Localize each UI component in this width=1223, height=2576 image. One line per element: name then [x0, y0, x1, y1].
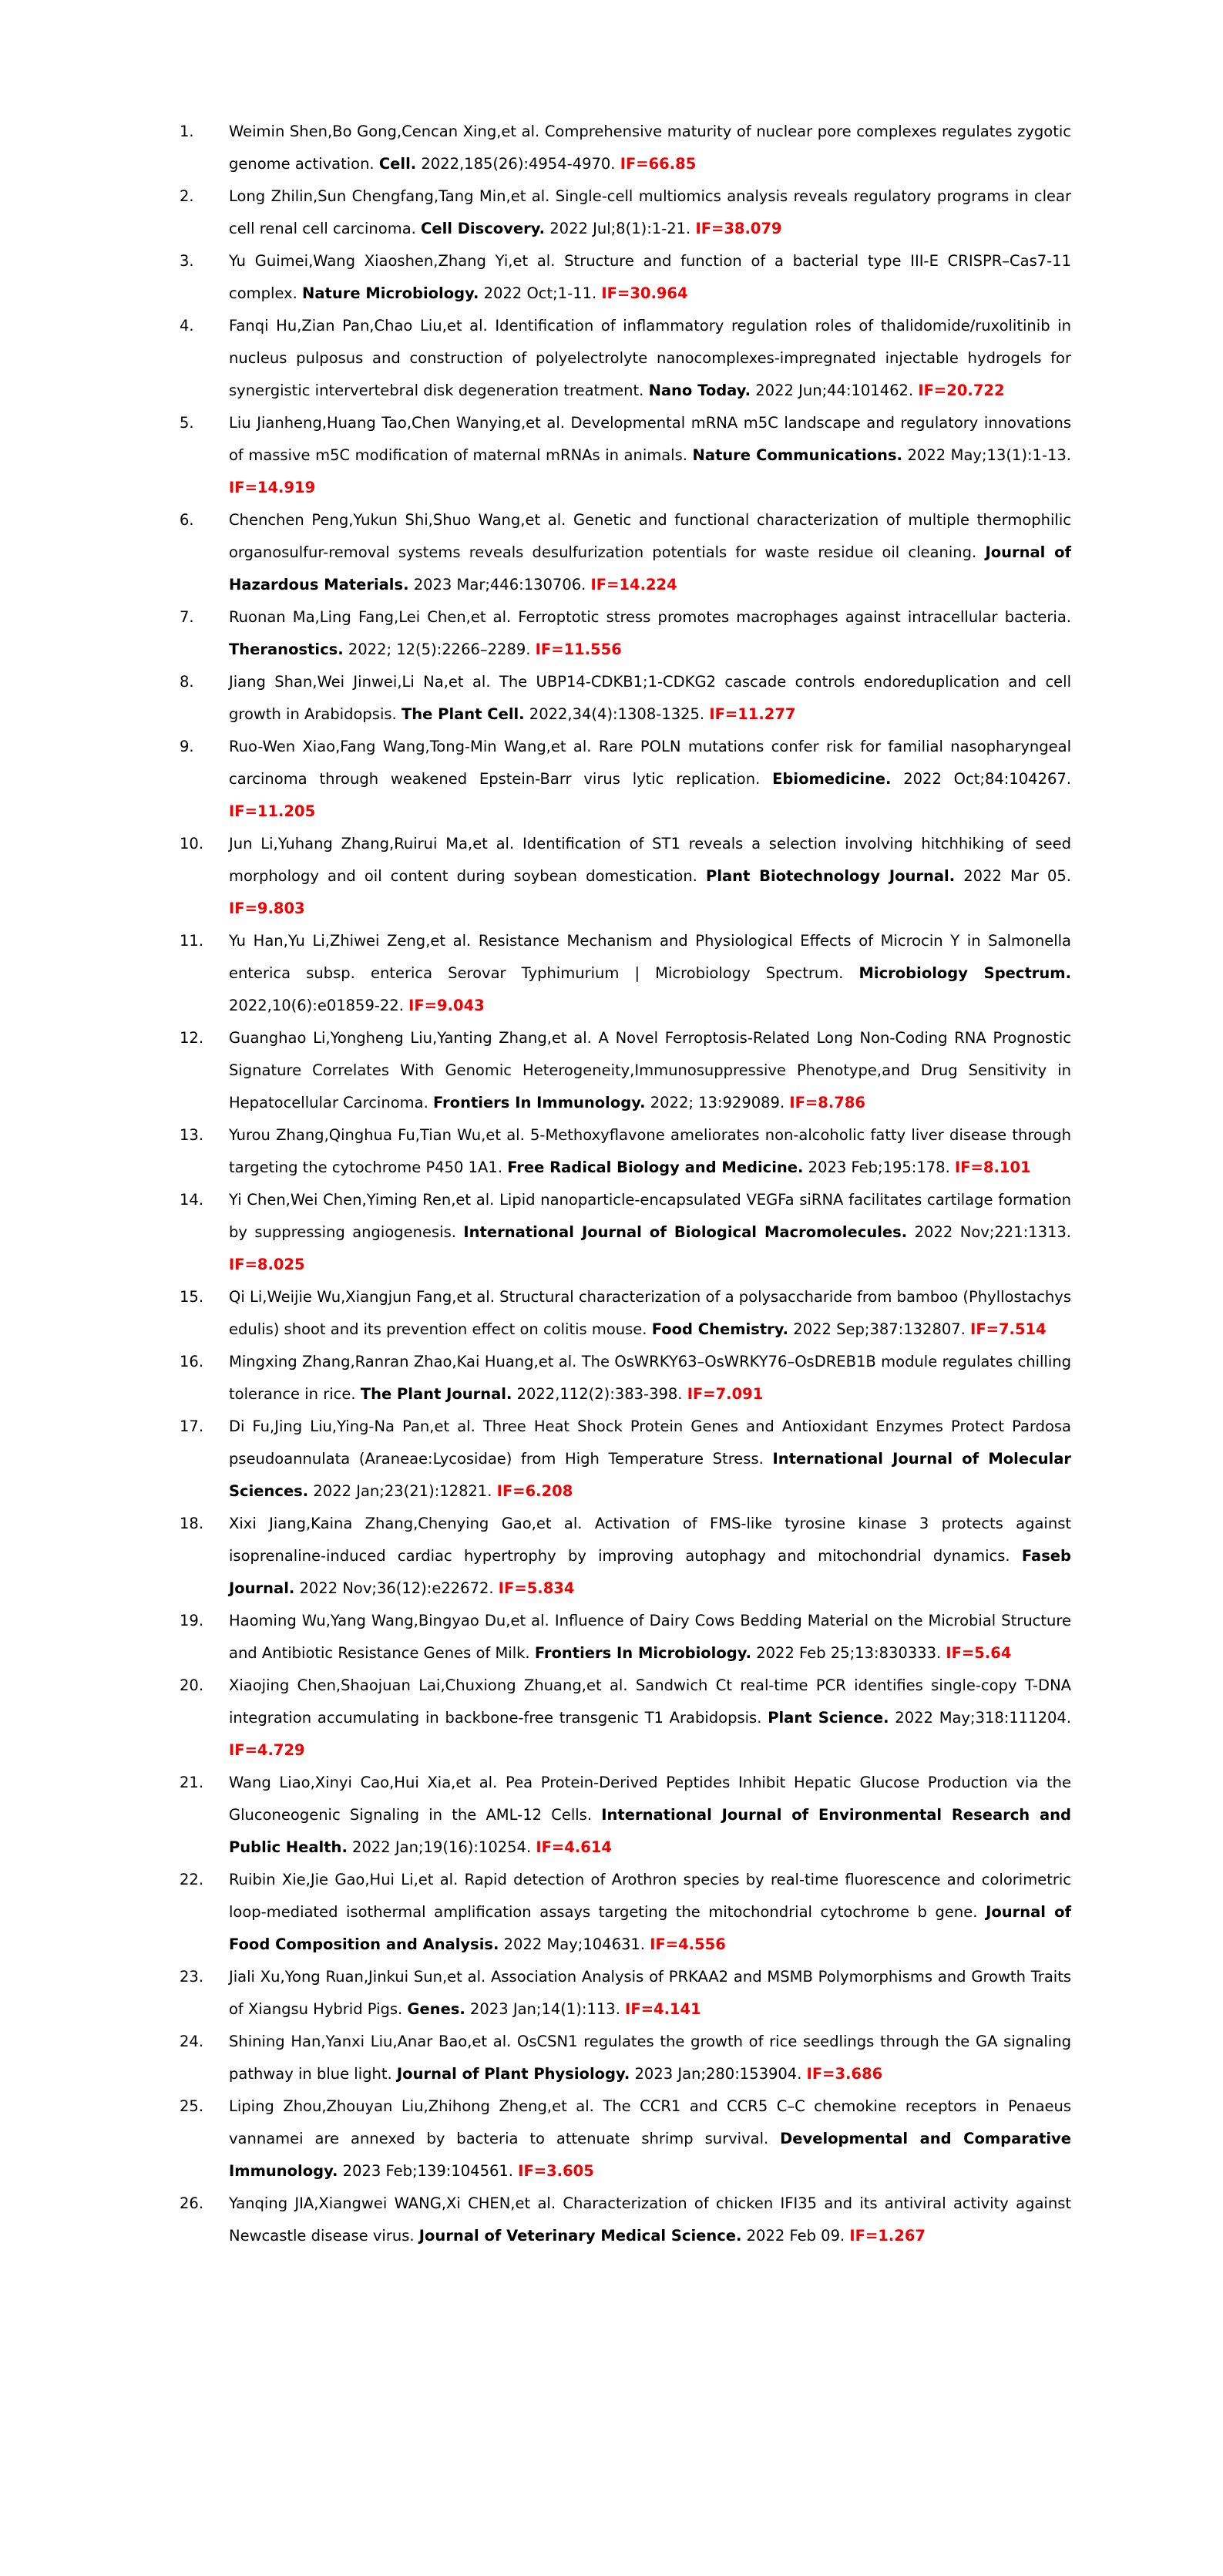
- reference-text: [229, 1281, 1071, 1346]
- journal-name: Food Chemistry.: [651, 1320, 789, 1338]
- impact-factor: IF=9.803: [229, 900, 305, 917]
- reference-item: [180, 116, 1071, 180]
- publication-info: 2022 May;318:111204.: [889, 1709, 1072, 1727]
- reference-item: [180, 1670, 1071, 1767]
- reference-item: [180, 1411, 1071, 1508]
- reference-item: [180, 180, 1071, 245]
- reference-number: 25.: [180, 2097, 204, 2115]
- reference-number: 19.: [180, 1612, 204, 1629]
- journal-name: Nature Microbiology.: [302, 284, 479, 302]
- reference-item: [180, 1961, 1071, 2026]
- publication-list: [180, 116, 1071, 2252]
- citation-text: Liping Zhou,Zhouyan Liu,Zhihong Zheng,et al. The CCR1 and CCR5 C–C chemokine receptors in Penaeus vannamei are annexed by bacteria to attenuate shrimp survival.: [229, 2097, 1071, 2147]
- publication-info: 2023 Feb;195:178.: [803, 1159, 955, 1176]
- impact-factor: IF=3.605: [518, 2162, 594, 2180]
- impact-factor: IF=14.919: [229, 479, 316, 496]
- reference-item: [180, 925, 1071, 1022]
- citation-text: Liu Jianheng,Huang Tao,Chen Wanying,et al. Developmental mRNA m5C landscape and regulatory innovations of massive m5C modification of maternal mRNAs in animals.: [229, 414, 1071, 464]
- reference-number: 9.: [180, 738, 194, 755]
- publication-info: 2022 May;13(1):1-13.: [902, 446, 1072, 464]
- reference-number: 10.: [180, 835, 204, 853]
- journal-name: Nature Communications.: [692, 446, 902, 464]
- reference-item: [180, 1281, 1071, 1346]
- reference-item: [180, 1767, 1071, 1864]
- reference-text: [229, 1346, 1071, 1411]
- journal-name: Microbiology Spectrum.: [858, 964, 1071, 982]
- citation-text: Chenchen Peng,Yukun Shi,Shuo Wang,et al. Genetic and functional characterization of multiple thermophilic organosulfur-removal systems reveals desulfurization potentials for waste residue oil cleaning.: [229, 511, 1071, 561]
- citation-text: Fanqi Hu,Zian Pan,Chao Liu,et al. Identification of inflammatory regulation roles of thalidomide/ruxolitinib in nucleus pulposus and construction of polyelectrolyte nanocomplexes-impregnated injectable hydrogels for synergistic intervertebral disk degeneration treatment.: [229, 317, 1071, 399]
- impact-factor: IF=5.64: [946, 1644, 1012, 1662]
- citation-text: Xiaojing Chen,Shaojuan Lai,Chuxiong Zhuang,et al. Sandwich Ct real-time PCR identifies single-copy T-DNA integration accumulating in backbone-free transgenic T1 Arabidopsis.: [229, 1676, 1071, 1727]
- reference-text: [229, 2188, 1071, 2252]
- citation-text: Ruibin Xie,Jie Gao,Hui Li,et al. Rapid detection of Arothron species by real-time fluorescence and colorimetric loop-mediated isothermal amplification assays targeting the mitochondrial cytochrome b gene.: [229, 1871, 1071, 1921]
- citation-text: Ruo-Wen Xiao,Fang Wang,Tong-Min Wang,et al. Rare POLN mutations confer risk for familial nasopharyngeal carcinoma through weakened Epstein-Barr virus lytic replication.: [229, 738, 1071, 788]
- impact-factor: IF=7.091: [687, 1385, 764, 1403]
- publication-info: 2022 Sep;387:132807.: [788, 1320, 971, 1338]
- publication-info: 2022 Feb 09.: [741, 2227, 850, 2245]
- reference-number: 13.: [180, 1126, 204, 1144]
- reference-number: 26.: [180, 2194, 204, 2212]
- journal-name: International Journal of Molecular Sciences.: [229, 1450, 1071, 1500]
- impact-factor: IF=5.834: [498, 1579, 575, 1597]
- reference-text: [229, 1022, 1071, 1119]
- impact-factor: IF=30.964: [601, 284, 688, 302]
- publication-info: 2023 Jan;14(1):113.: [465, 2000, 626, 2018]
- journal-name: Journal of Food Composition and Analysis.: [229, 1903, 1072, 1953]
- impact-factor: IF=11.205: [229, 802, 316, 820]
- impact-factor: IF=11.277: [709, 705, 796, 723]
- journal-name: Plant Biotechnology Journal.: [706, 867, 956, 885]
- reference-number: 6.: [180, 511, 194, 529]
- impact-factor: IF=8.786: [789, 1094, 865, 1111]
- reference-number: 7.: [180, 608, 194, 626]
- publication-info: 2022,10(6):e01859-22.: [229, 997, 409, 1014]
- reference-text: [229, 828, 1071, 925]
- journal-name: Journal of Veterinary Medical Science.: [418, 2227, 742, 2245]
- citation-text: Wang Liao,Xinyi Cao,Hui Xia,et al. Pea Protein-Derived Peptides Inhibit Hepatic Glucose Production via the Gluconeogenic Signaling in the AML-12 Cells.: [229, 1774, 1071, 1824]
- publication-info: 2022 Feb 25;13:830333.: [751, 1644, 946, 1662]
- publication-info: 2022 Oct;84:104267.: [891, 770, 1071, 788]
- reference-text: [229, 1605, 1071, 1670]
- impact-factor: IF=9.043: [408, 997, 485, 1014]
- citation-text: Weimin Shen,Bo Gong,Cencan Xing,et al. Comprehensive maturity of nuclear pore complexes regulates zygotic genome activation.: [229, 123, 1071, 173]
- reference-item: [180, 1022, 1071, 1119]
- journal-name: Journal of Plant Physiology.: [396, 2065, 630, 2083]
- reference-text: [229, 731, 1071, 828]
- reference-text: [229, 310, 1071, 407]
- journal-name: Ebiomedicine.: [772, 770, 892, 788]
- publication-info: 2022 May;104631.: [499, 1935, 650, 1953]
- reference-text: [229, 1767, 1071, 1864]
- reference-number: 20.: [180, 1676, 204, 1694]
- reference-text: [229, 1670, 1071, 1767]
- reference-number: 15.: [180, 1288, 204, 1306]
- reference-text: [229, 601, 1071, 666]
- reference-item: [180, 1184, 1071, 1281]
- journal-name: Cell.: [378, 155, 417, 173]
- publication-info: 2022,34(4):1308-1325.: [524, 705, 710, 723]
- citation-text: Yanqing JIA,Xiangwei WANG,Xi CHEN,et al. Characterization of chicken IFI35 and its antiviral activity against Newcastle disease virus.: [229, 2194, 1071, 2245]
- publication-info: 2022; 12(5):2266–2289.: [343, 641, 536, 658]
- impact-factor: IF=14.224: [590, 576, 677, 594]
- reference-item: [180, 1508, 1071, 1605]
- reference-number: 2.: [180, 187, 194, 205]
- citation-text: Yu Guimei,Wang Xiaoshen,Zhang Yi,et al. Structure and function of a bacterial type III-E CRISPR–Cas7-11 complex.: [229, 252, 1071, 302]
- citation-text: Xixi Jiang,Kaina Zhang,Chenying Gao,et al. Activation of FMS-like tyrosine kinase 3 protects against isoprenaline-induced cardiac hypertrophy by improving autophagy and mitochondrial dynamics.: [229, 1515, 1071, 1565]
- impact-factor: IF=1.267: [849, 2227, 926, 2245]
- reference-number: 11.: [180, 932, 204, 950]
- reference-text: [229, 1961, 1071, 2026]
- impact-factor: IF=11.556: [535, 641, 622, 658]
- reference-text: [229, 116, 1071, 180]
- reference-item: [180, 666, 1071, 731]
- citation-text: Yurou Zhang,Qinghua Fu,Tian Wu,et al. 5-Methoxyflavone ameliorates non-alcoholic fatty liver disease through targeting the cytochrome P450 1A1.: [229, 1126, 1071, 1176]
- citation-text: Haoming Wu,Yang Wang,Bingyao Du,et al. Influence of Dairy Cows Bedding Material on the Microbial Structure and Antibiotic Resistance Genes of Milk.: [229, 1612, 1071, 1662]
- reference-item: [180, 1605, 1071, 1670]
- publication-info: 2022,112(2):383-398.: [512, 1385, 687, 1403]
- reference-text: [229, 1119, 1071, 1184]
- reference-text: [229, 180, 1071, 245]
- reference-number: 14.: [180, 1191, 204, 1209]
- citation-text: Ruonan Ma,Ling Fang,Lei Chen,et al. Ferroptotic stress promotes macrophages against intracellular bacteria.: [229, 608, 1071, 626]
- impact-factor: IF=7.514: [970, 1320, 1047, 1338]
- impact-factor: IF=8.101: [954, 1159, 1031, 1176]
- publication-info: 2022 Mar 05.: [955, 867, 1071, 885]
- citation-text: Long Zhilin,Sun Chengfang,Tang Min,et al. Single-cell multiomics analysis reveals regulatory programs in clear cell renal cell carcinoma.: [229, 187, 1071, 237]
- reference-number: 8.: [180, 673, 194, 691]
- citation-text: Yi Chen,Wei Chen,Yiming Ren,et al. Lipid nanoparticle-encapsulated VEGFa siRNA facilitates cartilage formation by suppressing angiogenesis.: [229, 1191, 1071, 1241]
- citation-text: Guanghao Li,Yongheng Liu,Yanting Zhang,et al. A Novel Ferroptosis-Related Long Non-Coding RNA Prognostic Signature Correlates With Genomic Heterogeneity,Immunosuppressive Phenotype,and Drug Sensitivity in Hepatocellular Carcinoma.: [229, 1029, 1071, 1111]
- journal-name: Genes.: [407, 2000, 465, 2018]
- reference-number: 1.: [180, 123, 194, 140]
- publication-info: 2022; 13:929089.: [645, 1094, 790, 1111]
- journal-name: Free Radical Biology and Medicine.: [507, 1159, 804, 1176]
- journal-name: International Journal of Environmental Research and Public Health.: [229, 1806, 1072, 1856]
- journal-name: Frontiers In Microbiology.: [534, 1644, 752, 1662]
- impact-factor: IF=66.85: [620, 155, 697, 173]
- reference-text: [229, 1184, 1071, 1281]
- reference-item: [180, 731, 1071, 828]
- journal-name: Theranostics.: [229, 641, 344, 658]
- reference-item: [180, 2188, 1071, 2252]
- reference-number: 17.: [180, 1417, 204, 1435]
- reference-item: [180, 2090, 1071, 2188]
- impact-factor: IF=4.614: [536, 1838, 612, 1856]
- impact-factor: IF=4.729: [229, 1741, 305, 1759]
- publication-info: 2023 Feb;139:104561.: [338, 2162, 519, 2180]
- publication-info: 2022 Jan;19(16):10254.: [347, 1838, 536, 1856]
- journal-name: Frontiers In Immunology.: [432, 1094, 646, 1111]
- reference-text: [229, 2090, 1071, 2188]
- journal-name: The Plant Journal.: [360, 1385, 512, 1403]
- citation-text: Shining Han,Yanxi Liu,Anar Bao,et al. OsCSN1 regulates the growth of rice seedlings through the GA signaling pathway in blue light.: [229, 2033, 1071, 2083]
- publication-info: 2022 Jul;8(1):1-21.: [545, 220, 696, 237]
- citation-text: Di Fu,Jing Liu,Ying-Na Pan,et al. Three Heat Shock Protein Genes and Antioxidant Enzymes Protect Pardosa pseudoannulata (Araneae:Lycosidae) from High Temperature Stress.: [229, 1417, 1071, 1468]
- reference-item: [180, 245, 1071, 310]
- reference-text: [229, 666, 1071, 731]
- reference-text: [229, 2026, 1071, 2090]
- journal-name: Journal of Hazardous Materials.: [229, 543, 1071, 594]
- reference-item: [180, 1346, 1071, 1411]
- citation-text: Jiali Xu,Yong Ruan,Jinkui Sun,et al. Association Analysis of PRKAA2 and MSMB Polymorphisms and Growth Traits of Xiangsu Hybrid Pigs.: [229, 1968, 1071, 2018]
- citation-text: Mingxing Zhang,Ranran Zhao,Kai Huang,et al. The OsWRKY63–OsWRKY76–OsDREB1B module regulates chilling tolerance in rice.: [229, 1353, 1071, 1403]
- impact-factor: IF=6.208: [496, 1482, 573, 1500]
- reference-text: [229, 407, 1071, 504]
- impact-factor: IF=38.079: [695, 220, 782, 237]
- reference-number: 12.: [180, 1029, 204, 1047]
- reference-number: 18.: [180, 1515, 204, 1532]
- reference-number: 3.: [180, 252, 194, 270]
- reference-text: [229, 925, 1071, 1022]
- publication-info: 2023 Jan;280:153904.: [630, 2065, 807, 2083]
- journal-name: Cell Discovery.: [421, 220, 546, 237]
- journal-name: Nano Today.: [648, 382, 751, 399]
- reference-item: [180, 601, 1071, 666]
- reference-text: [229, 504, 1071, 601]
- journal-name: International Journal of Biological Macromolecules.: [463, 1223, 908, 1241]
- impact-factor: IF=4.556: [650, 1935, 726, 1953]
- reference-item: [180, 828, 1071, 925]
- journal-name: Developmental and Comparative Immunology.: [229, 2130, 1071, 2180]
- publication-info: 2022,185(26):4954-4970.: [416, 155, 620, 173]
- impact-factor: IF=20.722: [918, 382, 1005, 399]
- citation-text: Yu Han,Yu Li,Zhiwei Zeng,et al. Resistance Mechanism and Physiological Effects of Microcin Y in Salmonella enterica subsp. enterica Serovar Typhimurium | Microbiology Spectrum.: [229, 932, 1071, 982]
- publication-info: 2022 Oct;1-11.: [479, 284, 602, 302]
- reference-text: [229, 1411, 1071, 1508]
- reference-text: [229, 1864, 1071, 1961]
- reference-text: [229, 1508, 1071, 1605]
- journal-name: Faseb Journal.: [229, 1547, 1071, 1597]
- publication-info: 2022 Jun;44:101462.: [751, 382, 919, 399]
- publication-info: 2022 Nov;36(12):e22672.: [294, 1579, 499, 1597]
- reference-number: 5.: [180, 414, 194, 432]
- citation-text: Jiang Shan,Wei Jinwei,Li Na,et al. The UBP14-CDKB1;1-CDKG2 cascade controls endoreduplication and cell growth in Arabidopsis.: [229, 673, 1071, 723]
- reference-number: 4.: [180, 317, 194, 335]
- impact-factor: IF=3.686: [806, 2065, 883, 2083]
- journal-name: Plant Science.: [768, 1709, 889, 1727]
- impact-factor: IF=8.025: [229, 1256, 305, 1273]
- reference-item: [180, 407, 1071, 504]
- reference-number: 24.: [180, 2033, 204, 2050]
- reference-item: [180, 2026, 1071, 2090]
- impact-factor: IF=4.141: [625, 2000, 701, 2018]
- reference-item: [180, 1119, 1071, 1184]
- publication-info: 2023 Mar;446:130706.: [408, 576, 591, 594]
- reference-item: [180, 310, 1071, 407]
- reference-item: [180, 1864, 1071, 1961]
- reference-text: [229, 245, 1071, 310]
- reference-number: 21.: [180, 1774, 204, 1791]
- reference-item: [180, 504, 1071, 601]
- reference-number: 16.: [180, 1353, 204, 1370]
- reference-number: 23.: [180, 1968, 204, 1986]
- citation-text: Jun Li,Yuhang Zhang,Ruirui Ma,et al. Identification of ST1 reveals a selection involving hitchhiking of seed morphology and oil content during soybean domestication.: [229, 835, 1071, 885]
- citation-text: Qi Li,Weijie Wu,Xiangjun Fang,et al. Structural characterization of a polysaccharide from bamboo (Phyllostachys edulis) shoot and its prevention effect on colitis mouse.: [229, 1288, 1071, 1338]
- reference-number: 22.: [180, 1871, 204, 1888]
- journal-name: The Plant Cell.: [401, 705, 525, 723]
- publication-info: 2022 Jan;23(21):12821.: [308, 1482, 497, 1500]
- publication-info: 2022 Nov;221:1313.: [907, 1223, 1071, 1241]
